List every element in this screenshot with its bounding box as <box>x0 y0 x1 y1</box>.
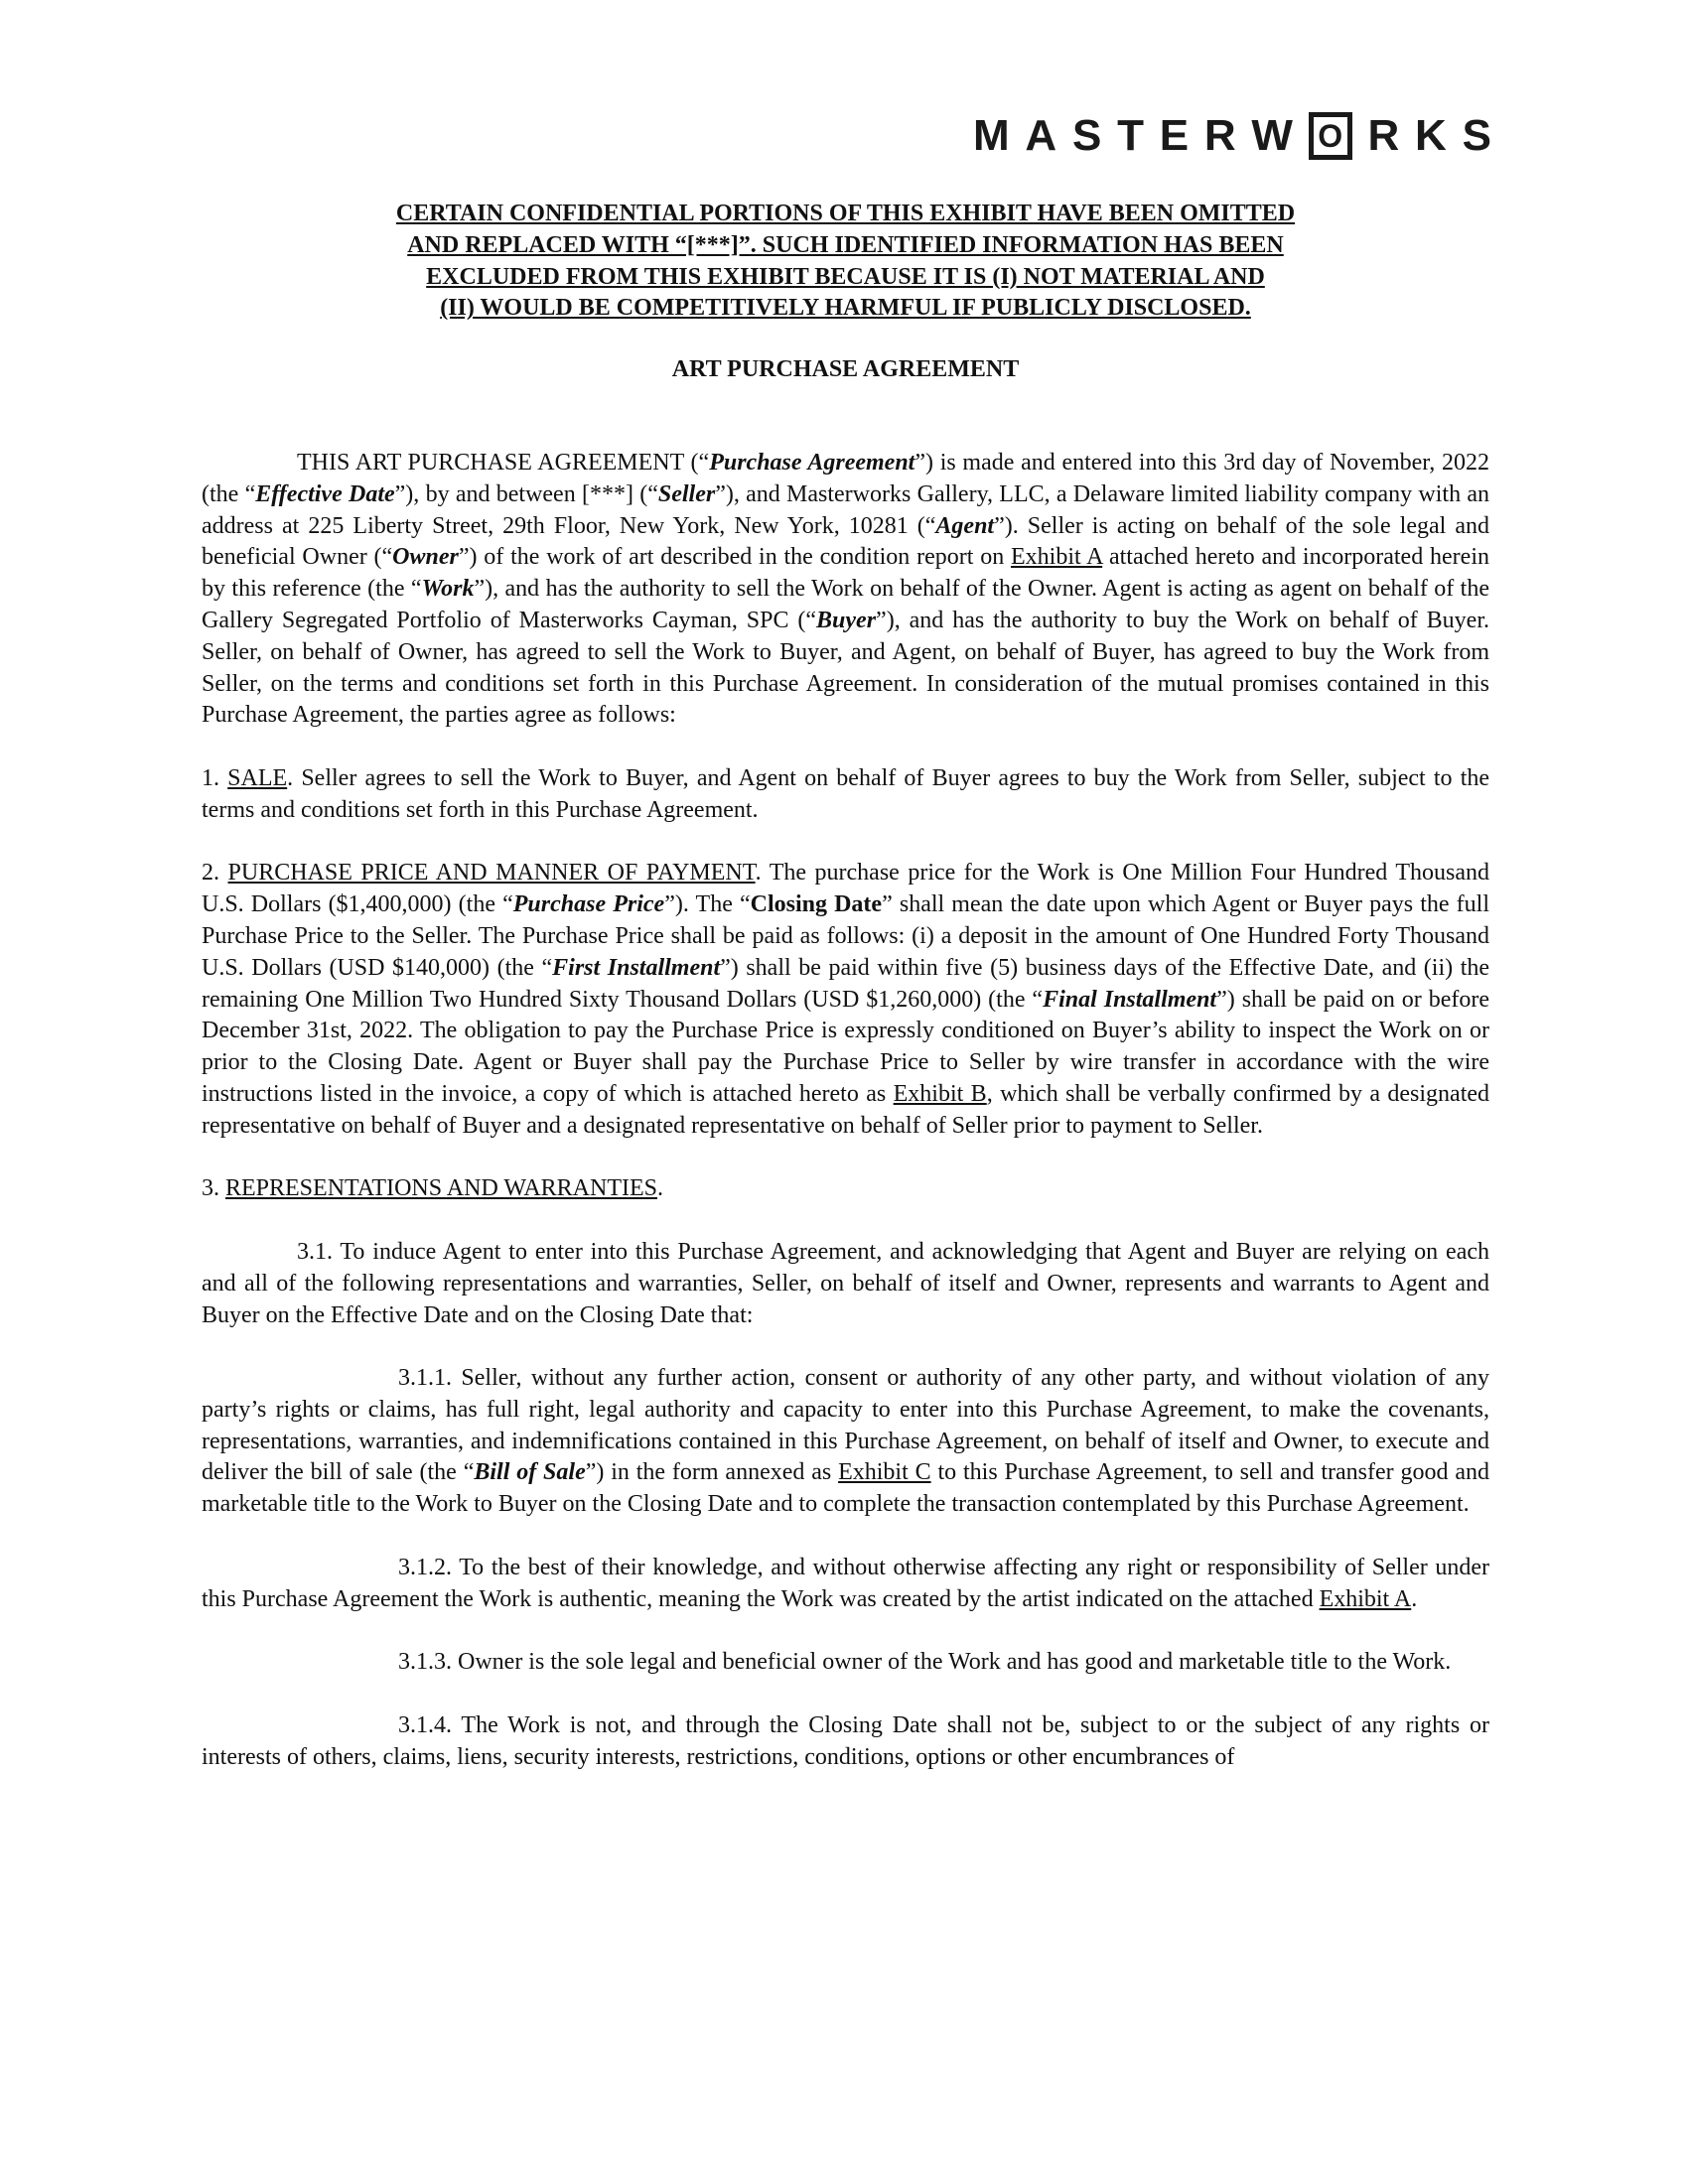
term-seller: Seller <box>657 480 716 507</box>
section-1-heading: SALE <box>227 764 288 791</box>
notice-line-3: EXCLUDED FROM THIS EXHIBIT BECAUSE IT IS (I) NOT MATERIAL AND <box>426 263 1265 290</box>
clause-3-1-2: 3.1.2. To the best of their knowledge, and without otherwise affecting any right or responsibility of Seller under this Purchase Agreement the Work is authentic, meaning the Work was created by the artist indicated on the attached Exhibit A. <box>202 1554 1489 1612</box>
term-effective-date: Effective Date <box>255 480 395 507</box>
section-2-purchase-price: 2. PURCHASE PRICE AND MANNER OF PAYMENT. The purchase price for the Work is One Million Four Hundred Thousand U.S. Dollars ($1,400,000) (the “Purchase Price”). The “Closing Date” shall mean the date upon which Agent or Buyer pays the full Purchase Price to the Seller. The Purchase Price shall be paid as follows: (i) a deposit in the amount of One Hundred Forty Thousand U.S. Dollars (USD $140,000) (the “First Installment”) shall be paid within five (5) business days of the Effective Date, and (ii) the remaining One Million Two Hundred Sixty Thousand Dollars (USD $1,260,000) (the “Final Installment”) shall be paid on or before December 31st, 2022. The obligation to pay the Purchase Price is expressly conditioned on Buyer’s ability to inspect the Work on or prior to the Closing Date. Agent or Buyer shall pay the Purchase Price to Seller by wire transfer in accordance with the wire instructions listed in the invoice, a copy of which is attached hereto as Exhibit B, which shall be verbally confirmed by a designated representative on behalf of Buyer and a designated representative on behalf of Seller prior to payment to Seller. <box>202 860 1490 1139</box>
clause-3-1-3: 3.1.3. Owner is the sole legal and beneficial owner of the Work and has good and marketable title to the Work. <box>398 1649 1452 1676</box>
notice-line-4: (II) WOULD BE COMPETITIVELY HARMFUL IF PUBLICLY DISCLOSED. <box>440 295 1251 322</box>
term-agent: Agent <box>935 512 995 539</box>
term-work: Work <box>421 576 475 603</box>
agreement-body <box>202 199 1489 1773</box>
document-title: ART PURCHASE AGREEMENT <box>671 356 1020 383</box>
exhibit-a-reference: Exhibit A <box>1011 544 1103 571</box>
term-owner: Owner <box>392 544 459 571</box>
masterworks-logo: M A S T E R W O R K S <box>973 111 1491 160</box>
logo-boxed-o: O <box>1309 112 1352 160</box>
section-1-sale: 1. SALE. Seller agrees to sell the Work to Buyer, and Agent on behalf of Buyer agrees to buy the Work from Seller, subject to the terms and conditions set forth in this Purchase Agreement. <box>202 764 1490 823</box>
term-closing-date: Closing Date <box>750 891 883 918</box>
exhibit-b-reference: Exhibit B <box>893 1080 987 1107</box>
term-purchase-price: Purchase Price <box>512 891 665 918</box>
notice-line-2: AND REPLACED WITH “[***]”. SUCH IDENTIFIED INFORMATION HAS BEEN <box>407 231 1284 258</box>
clause-3-1-4: 3.1.4. The Work is not, and through the Closing Date shall not be, subject to or the subject of any rights or interests of others, claims, liens, security interests, restrictions, conditions, options or other encumbrances of <box>202 1711 1489 1770</box>
term-final-installment: Final Installment <box>1043 986 1217 1013</box>
clause-3-1-1: 3.1.1. Seller, without any further action, consent or authority of any other party, and without violation of any party’s rights or claims, has full right, legal authority and capacity to enter into this Purchase Agreement, to make the covenants, representations, warranties, and indemnifications contained in this Purchase Agreement, on behalf of itself and Owner, to execute and deliver the bill of sale (the “Bill of Sale”) in the form annexed as Exhibit C to this Purchase Agreement, to sell and transfer good and marketable title to the Work to Buyer on the Closing Date and to complete the transaction contemplated by this Purchase Agreement. <box>202 1365 1490 1518</box>
term-buyer: Buyer <box>816 607 877 633</box>
confidentiality-notice <box>300 199 1392 325</box>
notice-line-1: CERTAIN CONFIDENTIAL PORTIONS OF THIS EXHIBIT HAVE BEEN OMITTED <box>395 201 1296 226</box>
section-2-heading: PURCHASE PRICE AND MANNER OF PAYMENT <box>227 860 756 887</box>
exhibit-c-reference: Exhibit C <box>838 1459 931 1486</box>
intro-paragraph: THIS ART PURCHASE AGREEMENT (“Purchase Agreement”) is made and entered into this 3rd day of November, 2022 (the “Effective Date”), by and between [***] (“Seller”), and Masterworks Gallery, LLC, a Delaware limited liability company with an address at 225 Liberty Street, 29th Floor, New York, New York, 10281 (“Agent”). Seller is acting on behalf of the sole legal and beneficial Owner (“Owner”) of the work of art described in the condition report on Exhibit A attached hereto and incorporated herein by this reference (the “Work”), and has the authority to sell the Work on behalf of the Owner. Agent is acting as agent on behalf of the Gallery Segregated Portfolio of Masterworks Cayman, SPC (“Buyer”), and has the authority to buy the Work on behalf of Buyer. Seller, on behalf of Owner, has agreed to sell the Work to Buyer, and Agent, on behalf of Buyer, has agreed to buy the Work from Seller, on the terms and conditions set forth in this Purchase Agreement. In consideration of the mutual promises contained in this Purchase Agreement, the parties agree as follows: <box>202 449 1490 729</box>
section-3-heading-line: 3. REPRESENTATIONS AND WARRANTIES. <box>202 1175 663 1202</box>
section-3-heading: REPRESENTATIONS AND WARRANTIES <box>225 1175 657 1202</box>
clause-3-1: 3.1. To induce Agent to enter into this Purchase Agreement, and acknowledging that Agent and Buyer are relying on each and all of the following representations and warranties, Seller, on behalf of itself and Owner, represents and warrants to Agent and Buyer on the Effective Date and on the Closing Date that: <box>202 1238 1489 1328</box>
exhibit-a-reference-2: Exhibit A <box>1319 1585 1412 1612</box>
term-first-installment: First Installment <box>552 954 721 981</box>
term-purchase-agreement: Purchase Agreement <box>709 449 915 476</box>
term-bill-of-sale: Bill of Sale <box>474 1459 586 1486</box>
